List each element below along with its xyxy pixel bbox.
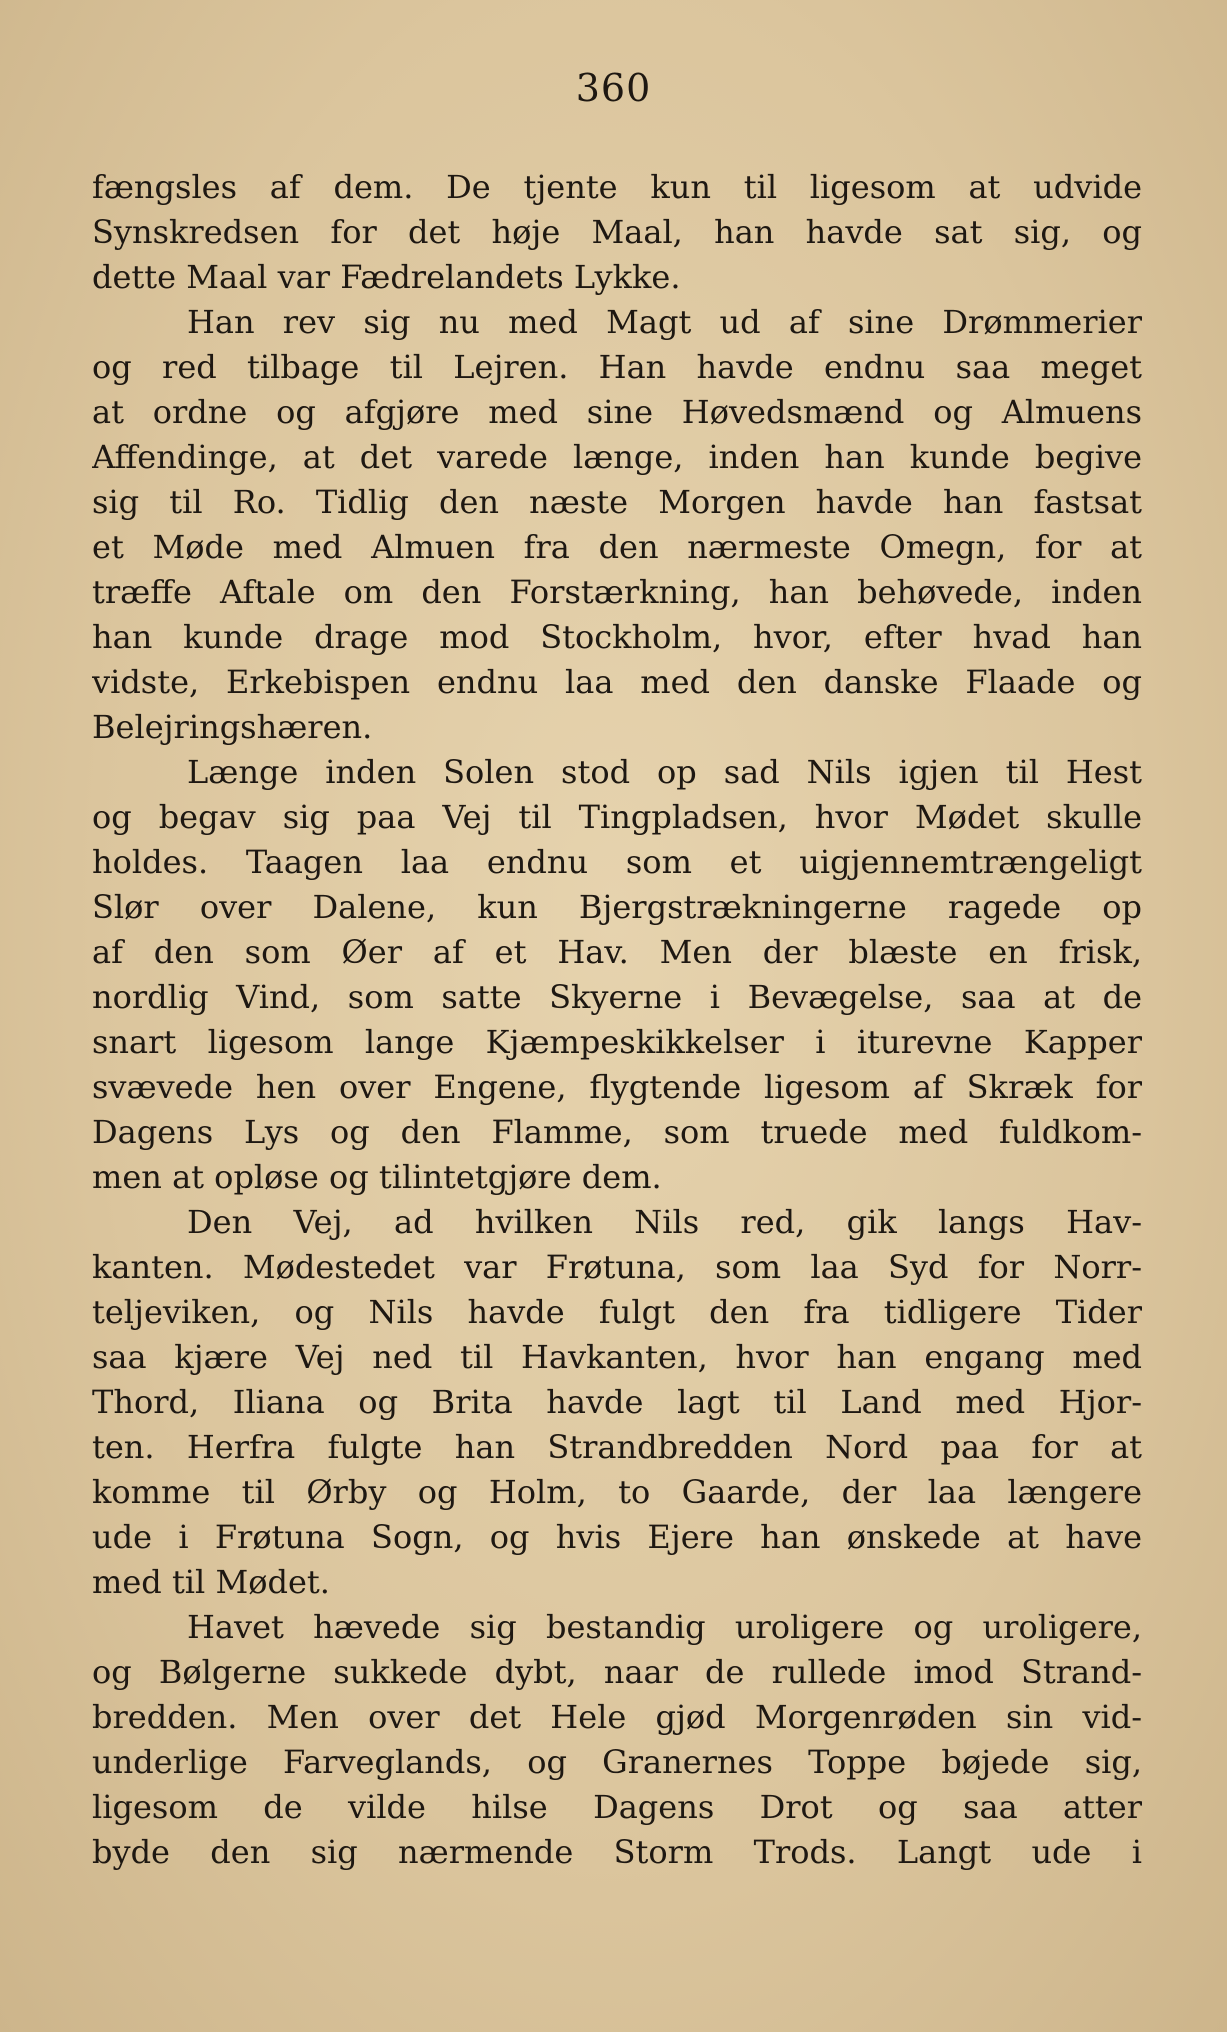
text-line: vidste, Erkebispen endnu laa med den danske Flaade og (92, 663, 1142, 701)
text-line: Længe inden Solen stod op sad Nils igjen til Hest (187, 753, 1142, 791)
body-text (92, 165, 1142, 1875)
text-line: dette Maal var Fædrelandets Lykke. (92, 258, 681, 296)
text-line: kanten. Mødestedet var Frøtuna, som laa Syd for Norr- (92, 1248, 1142, 1286)
text-line: nordlig Vind, som satte Skyerne i Bevægelse, saa at de (92, 978, 1142, 1016)
text-line: snart ligesom lange Kjæmpeskikkelser i iturevne Kapper (92, 1023, 1142, 1061)
text-line: fængsles af dem. De tjente kun til ligesom at udvide (92, 168, 1142, 206)
text-line: et Møde med Almuen fra den nærmeste Omegn, for at (92, 528, 1142, 566)
text-line: træffe Aftale om den Forstærkning, han behøvede, inden (92, 573, 1142, 611)
paragraph (92, 165, 1142, 300)
text-line: Thord, Iliana og Brita havde lagt til Land med Hjor- (92, 1383, 1142, 1421)
text-line: ten. Herfra fulgte han Strandbredden Nord paa for at (92, 1428, 1142, 1466)
text-line: Slør over Dalene, kun Bjergstrækningerne ragede op (92, 888, 1142, 926)
text-line: Affendinge, at det varede længe, inden han kunde begive (92, 438, 1142, 476)
text-line: Dagens Lys og den Flamme, som truede med fuldkom- (92, 1113, 1142, 1151)
text-line: saa kjære Vej ned til Havkanten, hvor han engang med (92, 1338, 1142, 1376)
text-line: og begav sig paa Vej til Tingpladsen, hvor Mødet skulle (92, 798, 1142, 836)
paragraph (92, 750, 1142, 1200)
text-line: af den som Øer af et Hav. Men der blæste en frisk, (92, 933, 1142, 971)
text-line: byde den sig nærmende Storm Trods. Langt ude i (92, 1833, 1142, 1871)
text-line: Havet hævede sig bestandig uroligere og uroligere, (187, 1608, 1142, 1646)
text-line: Synskredsen for det høje Maal, han havde sat sig, og (92, 213, 1142, 251)
text-line: med til Mødet. (92, 1563, 330, 1601)
text-line: sig til Ro. Tidlig den næste Morgen havde han fastsat (92, 483, 1142, 521)
paragraph (92, 300, 1142, 750)
text-line: Belejringshæren. (92, 708, 373, 746)
text-line: Den Vej, ad hvilken Nils red, gik langs Hav- (187, 1203, 1142, 1241)
page-number: 360 (575, 66, 652, 110)
text-line: og Bølgerne sukkede dybt, naar de rullede imod Strand- (92, 1653, 1142, 1691)
text-line: ligesom de vilde hilse Dagens Drot og saa atter (92, 1788, 1142, 1826)
text-line: men at opløse og tilintetgjøre dem. (92, 1158, 662, 1196)
text-line: komme til Ørby og Holm, to Gaarde, der laa længere (92, 1473, 1142, 1511)
text-line: holdes. Taagen laa endnu som et uigjennemtrængeligt (92, 843, 1142, 881)
text-line: han kunde drage mod Stockholm, hvor, efter hvad han (92, 618, 1142, 656)
text-line: bredden. Men over det Hele gjød Morgenrøden sin vid- (92, 1698, 1142, 1736)
paragraph (92, 1605, 1142, 1875)
text-line: svævede hen over Engene, flygtende ligesom af Skræk for (92, 1068, 1142, 1106)
text-line: og red tilbage til Lejren. Han havde endnu saa meget (92, 348, 1142, 386)
paragraph (92, 1200, 1142, 1605)
text-line: underlige Farveglands, og Granernes Toppe bøjede sig, (92, 1743, 1142, 1781)
text-line: Han rev sig nu med Magt ud af sine Drømmerier (187, 303, 1142, 341)
text-line: ude i Frøtuna Sogn, og hvis Ejere han ønskede at have (92, 1518, 1142, 1556)
text-line: at ordne og afgjøre med sine Høvedsmænd og Almuens (92, 393, 1142, 431)
text-line: teljeviken, og Nils havde fulgt den fra tidligere Tider (92, 1293, 1142, 1331)
